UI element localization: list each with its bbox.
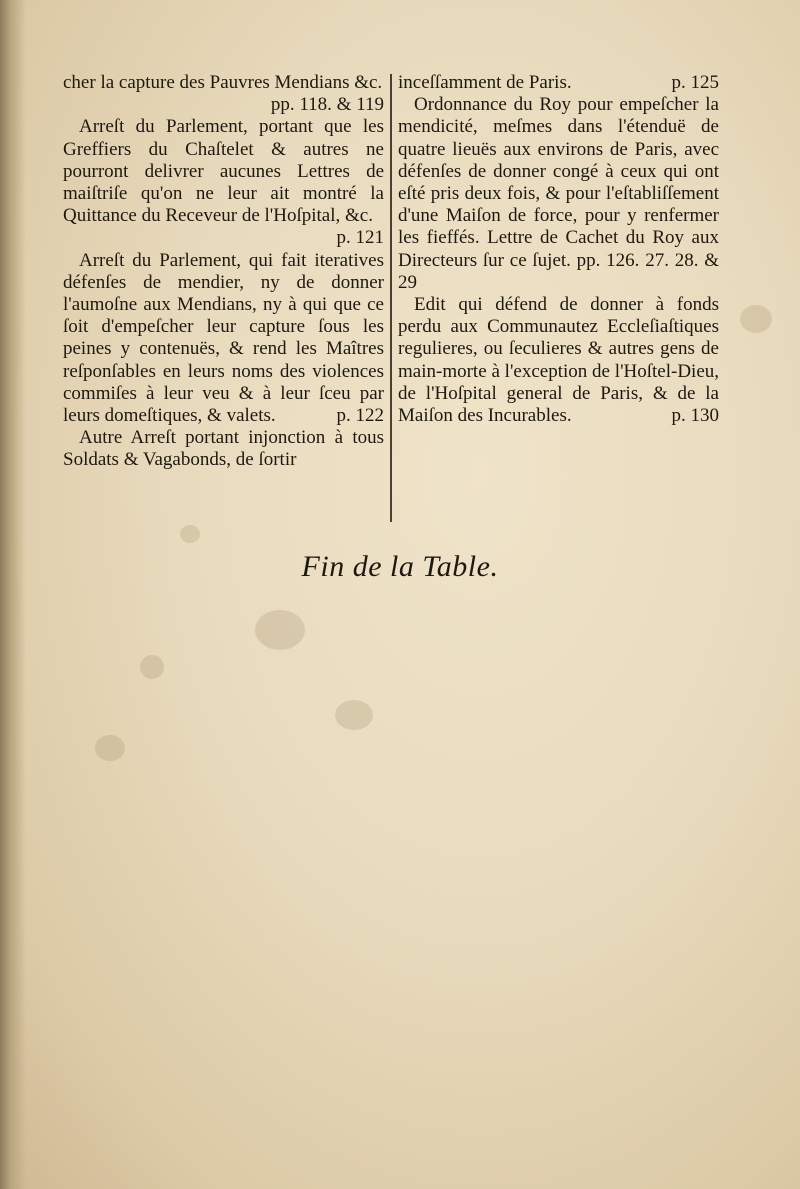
foxing-stain (140, 655, 164, 679)
column-divider (390, 74, 392, 522)
toc-entry-text: cher la capture des Pauvres Mendians &c. (63, 72, 383, 93)
toc-entry (63, 427, 384, 471)
toc-entry-text: Arreſt du Parlement, qui fait iteratives défenſes de mendier, ny de donner l'aumoſne aux Mendians, ny à qui que ce ſoit d'empeſcher leur capture ſous les peines y contenuës, & rend les Maîtres reſponſables en leurs noms des violences commiſes à leur veu & à leur ſceu par leurs domeſtiques, & valets. (63, 249, 384, 427)
toc-entry-text: Edit qui défend de donner à fonds perdu aux Communautez Eccleſiaſtiques regulieres, ou ſeculieres & autres gens de main-morte à l'exception de l'Hoſtel-Dieu, de l'Hoſpital general de Paris, & de la Maiſon des Incurables. (398, 294, 719, 427)
toc-entry (63, 250, 384, 428)
end-of-table-caption: Fin de la Table. (301, 550, 499, 583)
toc-entry (398, 72, 719, 94)
page-reference: p. 122 (336, 405, 384, 427)
toc-entry-text: Autre Arreſt portant injonction à tous Soldats & Vagabonds, de ſortir (63, 427, 384, 471)
toc-entry (63, 116, 384, 249)
toc-entry (63, 72, 384, 116)
foxing-stain (95, 735, 125, 761)
right-column (392, 72, 719, 522)
binding-shadow (0, 0, 26, 1189)
page-reference: p. 121 (336, 227, 384, 249)
page-reference: pp. 118. & 119 (270, 94, 384, 116)
left-column (63, 72, 390, 522)
table-of-contents-columns (63, 72, 725, 522)
toc-entry-text: inceſſamment de Paris. (398, 72, 572, 93)
toc-entry-text: Arreſt du Parlement, portant que les Greffiers du Chaſtelet & autres ne pourront delivrer aucunes Lettres de maiſtriſe qu'on ne leur ait montré la Quittance du Receveur de l'Hoſpital, &c. (63, 116, 384, 227)
foxing-stain (255, 610, 305, 650)
toc-entry-text: Ordonnance du Roy pour empeſcher la mendicité, meſmes dans l'étenduë de quatre lieuës aux environs de Paris, avec défenſes de donner congé à ceux qui ont eſté pris deux fois, & pour l'eſtabliſſement d'une Maiſon de force, pour y renfermer les fieffés. Lettre de Cachet du Roy aux Directeurs ſur ce ſujet. pp. 126. 27. 28. & 29 (398, 94, 719, 293)
toc-entry (398, 294, 719, 427)
toc-entry (398, 94, 719, 294)
foxing-stain (180, 525, 200, 543)
page-reference: p. 125 (671, 72, 719, 93)
foxing-stain (740, 305, 772, 333)
page-reference: p. 130 (671, 405, 719, 427)
foxing-stain (335, 700, 373, 730)
